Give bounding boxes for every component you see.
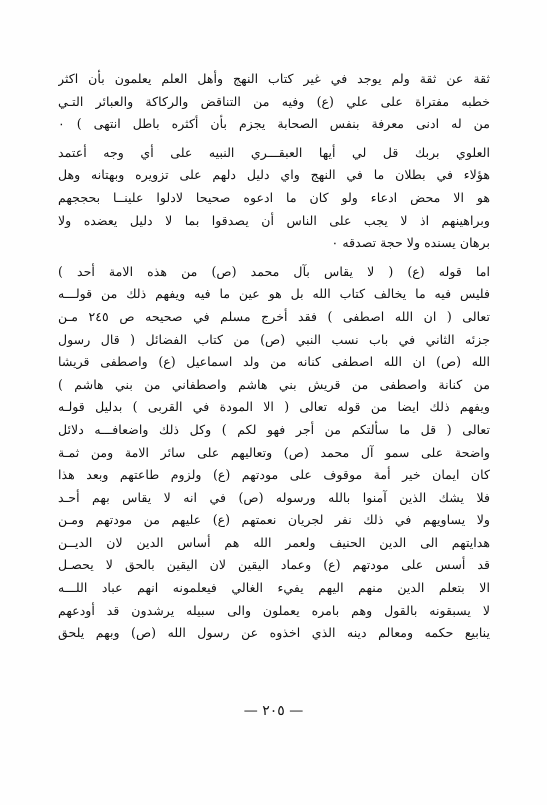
text-line: برهان يسنده ولا حجة تصدقه ٠	[331, 235, 490, 251]
text-line: من له ادنى معرفة بنفس الصحابة يجزم بأن أكثره باطل انتهى ) ٠	[58, 116, 490, 132]
page-number: — ٢٠٥ —	[243, 703, 304, 719]
text-line: ينابيع حكمه ومعالم دينه الذي اخذوه عن رسول الله (ص) وبهم يلحق	[58, 625, 490, 641]
text-line: كان ايمان خير أمة موقوف على مودتهم (ع) ولزوم طاعتهم وبعد هذا	[58, 467, 490, 483]
text-line: واضحة على سمو آل محمد (ص) وتعاليهم على سائر الامة ومن ثمـة	[58, 444, 490, 460]
text-line: من كنانة واصطفى من قريش بني هاشم واصطفاني من بني هاشم )	[58, 376, 490, 392]
text-line: تعالى ( ان الله اصطفى ) فقد أخرج مسلم في صحيحه ص ٢٤٥ مـن	[58, 308, 490, 324]
text-line: الا بتعلم الدين منهم اليهم يفيء الغالي فيعلمونه انهم عباد اللـــه	[58, 580, 490, 596]
text-line: فلا يشك الذين آمنوا بالله ورسوله (ص) في انه لا يقاس بهم أحـد	[58, 489, 490, 505]
text-line: ثقة عن ثقة ولم يوجد في غير كتاب النهج وأهل العلم يعلمون بأن اكثر	[58, 71, 490, 86]
body-text	[58, 68, 490, 645]
text-line: فليس فيه ما يخالف كتاب الله بل هو عين ما فيه ويفهم ذلك من قولـــه	[58, 286, 490, 302]
text-line: ويفهم ذلك ايضا من قوله تعالى ( الا المودة في القربى ) بدليل قولـه	[58, 399, 490, 415]
text-line: لا يسبقونه بالقول وهم بامره يعملون والى سبيله يرشدون قد أودعهم	[58, 602, 490, 618]
text-line: تعالى ( قل ما سألتكم من أجر فهو لكم ) وكل ذلك واضعافـــه دلائل	[58, 421, 490, 437]
text-line: قد أسس على مودتهم (ع) وعماد اليقين لان اليقين بالحق لا يحصـل	[58, 557, 490, 573]
text-line: هؤلاء في بطلان ما في النهج واي دليل دلهم على تزويره وبهتانه وهل	[58, 167, 490, 183]
text-line: ولا يساويهم في ذلك نفر لجريان نعمتهم (ع) عليهم من مودتهم ومـن	[58, 512, 490, 528]
text-line: هدايتهم الى الدين الحنيف ولعمر الله هم أساس الدين لان الديــن	[58, 534, 490, 550]
text-line: الله (ص) ان الله اصطفى كنانه من ولد اسماعيل (ع) واصطفى قريشا	[58, 354, 490, 370]
text-line: وبراهينهم اذ لا يجب على الناس أن يصدقوا بما لا دليل يعضده ولا	[58, 212, 490, 228]
text-line: العلوي بربك قل لي أيها العبقـــري النبيه على أي وجه أعتمد	[58, 144, 490, 160]
text-line: هو الا محض ادعاء ولو كان ما ادعوه صحيحا لادلوا علينــا بحججهم	[58, 189, 490, 205]
text-line: اما قوله (ع) ( لا يقاس بآل محمد (ص) من هذه الامة أحد )	[58, 263, 490, 279]
text-line: جزئه الثاني في باب نسب النبي (ص) من كتاب الفضائل ( قال رسول	[58, 331, 490, 347]
text-line: خطبه مفتراة على علي (ع) وفيه من التناقض والركاكة والعبائر التـي	[58, 93, 490, 109]
